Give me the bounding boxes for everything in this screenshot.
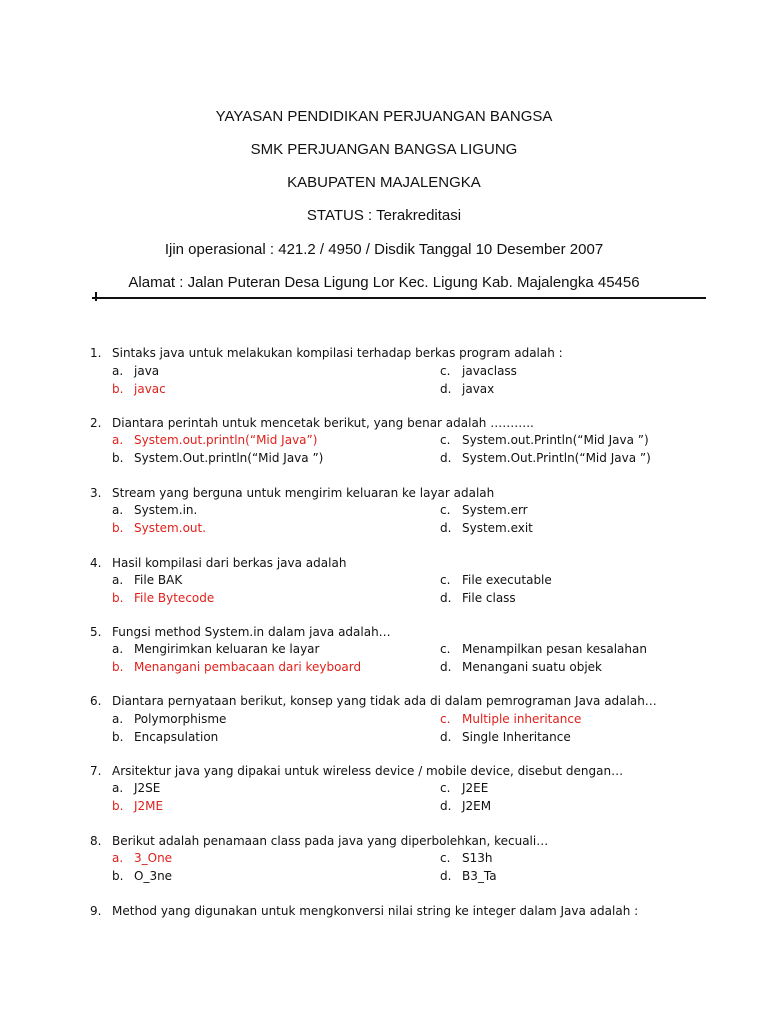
option-label: a. [112, 851, 124, 865]
option-label: d. [440, 660, 452, 674]
question-number: 5. [90, 625, 102, 639]
option-text: System.out.Println(“Mid Java ”) [462, 433, 649, 447]
option-text: System.in. [134, 503, 198, 517]
question-text: Method yang digunakan untuk mengkonversi nilai string ke integer dalam Java adalah : [112, 904, 639, 918]
foundation-name: YAYASAN PENDIDIKAN PERJUANGAN BANGSA [215, 108, 553, 125]
question-text: Diantara pernyataan berikut, konsep yang tidak ada di dalam pemrograman Java adalah… [112, 694, 657, 708]
question-text: Hasil kompilasi dari berkas java adalah [112, 556, 347, 570]
option-text: Multiple inheritance [462, 712, 582, 726]
option-text: Polymorphisme [134, 712, 227, 726]
option-text: Menampilkan pesan kesalahan [462, 642, 647, 656]
option-label: c. [440, 851, 451, 865]
option-label: b. [112, 382, 124, 396]
option-text: javax [462, 382, 495, 396]
option-label: d. [440, 382, 452, 396]
question-number: 7. [90, 764, 102, 778]
option-text: javaclass [462, 364, 517, 378]
option-text: File executable [462, 573, 552, 587]
question-number: 6. [90, 694, 102, 708]
option-label: d. [440, 521, 452, 535]
option-text: File class [462, 591, 516, 605]
divider-tick-mark [95, 292, 97, 301]
option-text: J2EE [462, 781, 489, 795]
question-text: Arsitektur java yang dipakai untuk wireless device / mobile device, disebut dengan… [112, 764, 624, 778]
option-text: System.err [462, 503, 528, 517]
option-label: c. [440, 712, 451, 726]
option-label: b. [112, 799, 124, 813]
option-label: c. [440, 573, 451, 587]
option-text: Menangani suatu objek [462, 660, 602, 674]
option-label: c. [440, 781, 451, 795]
question-text: Stream yang berguna untuk mengirim keluaran ke layar adalah [112, 486, 495, 500]
option-text: File Bytecode [134, 591, 215, 605]
option-text: javac [134, 382, 166, 396]
school-name: SMK PERJUANGAN BANGSA LIGUNG [250, 141, 518, 158]
option-label: a. [112, 573, 124, 587]
option-label: d. [440, 730, 452, 744]
option-label: a. [112, 781, 124, 795]
option-label: d. [440, 799, 452, 813]
question-text: Berikut adalah penamaan class pada java yang diperbolehkan, kecuali… [112, 834, 549, 848]
option-label: c. [440, 503, 451, 517]
option-text: J2ME [134, 799, 164, 813]
option-label: d. [440, 451, 452, 465]
option-text: B3_Ta [462, 869, 497, 883]
option-label: b. [112, 591, 124, 605]
option-text: Menangani pembacaan dari keyboard [134, 660, 362, 674]
header-divider [92, 297, 706, 299]
option-label: b. [112, 869, 124, 883]
option-label: a. [112, 364, 124, 378]
option-label: c. [440, 364, 451, 378]
option-label: c. [440, 433, 451, 447]
accreditation-status: STATUS : Terakreditasi [306, 207, 462, 224]
question-number: 8. [90, 834, 102, 848]
option-label: c. [440, 642, 451, 656]
option-text: System.out.println(“Mid Java”) [134, 433, 318, 447]
question-number: 4. [90, 556, 102, 570]
option-label: b. [112, 730, 124, 744]
option-text: System.Out.println(“Mid Java ”) [134, 451, 324, 465]
question-number: 9. [90, 904, 102, 918]
option-text: java [134, 364, 160, 378]
option-text: System.out. [134, 521, 207, 535]
option-label: a. [112, 642, 124, 656]
option-label: b. [112, 451, 124, 465]
question-number: 3. [90, 486, 102, 500]
option-label: d. [440, 591, 452, 605]
option-label: b. [112, 521, 124, 535]
option-text: Encapsulation [134, 730, 219, 744]
option-label: d. [440, 869, 452, 883]
option-label: b. [112, 660, 124, 674]
regency-name: KABUPATEN MAJALENGKA [287, 174, 481, 191]
question-text: Sintaks java untuk melakukan kompilasi terhadap berkas program adalah : [112, 346, 563, 360]
option-label: a. [112, 712, 124, 726]
question-number: 1. [90, 346, 102, 360]
option-text: J2EM [462, 799, 492, 813]
operational-permit: Ijin operasional : 421.2 / 4950 / Disdik Tanggal 10 Desember 2007 [164, 241, 604, 258]
option-text: File BAK [134, 573, 183, 587]
question-text: Fungsi method System.in dalam java adalah… [112, 625, 391, 639]
school-address: Alamat : Jalan Puteran Desa Ligung Lor Kec. Ligung Kab. Majalengka 45456 [128, 274, 640, 291]
question-text: Diantara perintah untuk mencetak berikut, yang benar adalah ……….. [112, 416, 534, 430]
option-text: S13h [462, 851, 493, 865]
option-label: a. [112, 503, 124, 517]
option-text: 3_One [134, 851, 173, 865]
option-label: a. [112, 433, 124, 447]
question-number: 2. [90, 416, 102, 430]
option-text: J2SE [134, 781, 161, 795]
option-text: Mengirimkan keluaran ke layar [134, 642, 320, 656]
option-text: System.Out.Println(“Mid Java ”) [462, 451, 651, 465]
option-text: Single Inheritance [462, 730, 571, 744]
option-text: System.exit [462, 521, 533, 535]
option-text: O_3ne [134, 869, 173, 883]
